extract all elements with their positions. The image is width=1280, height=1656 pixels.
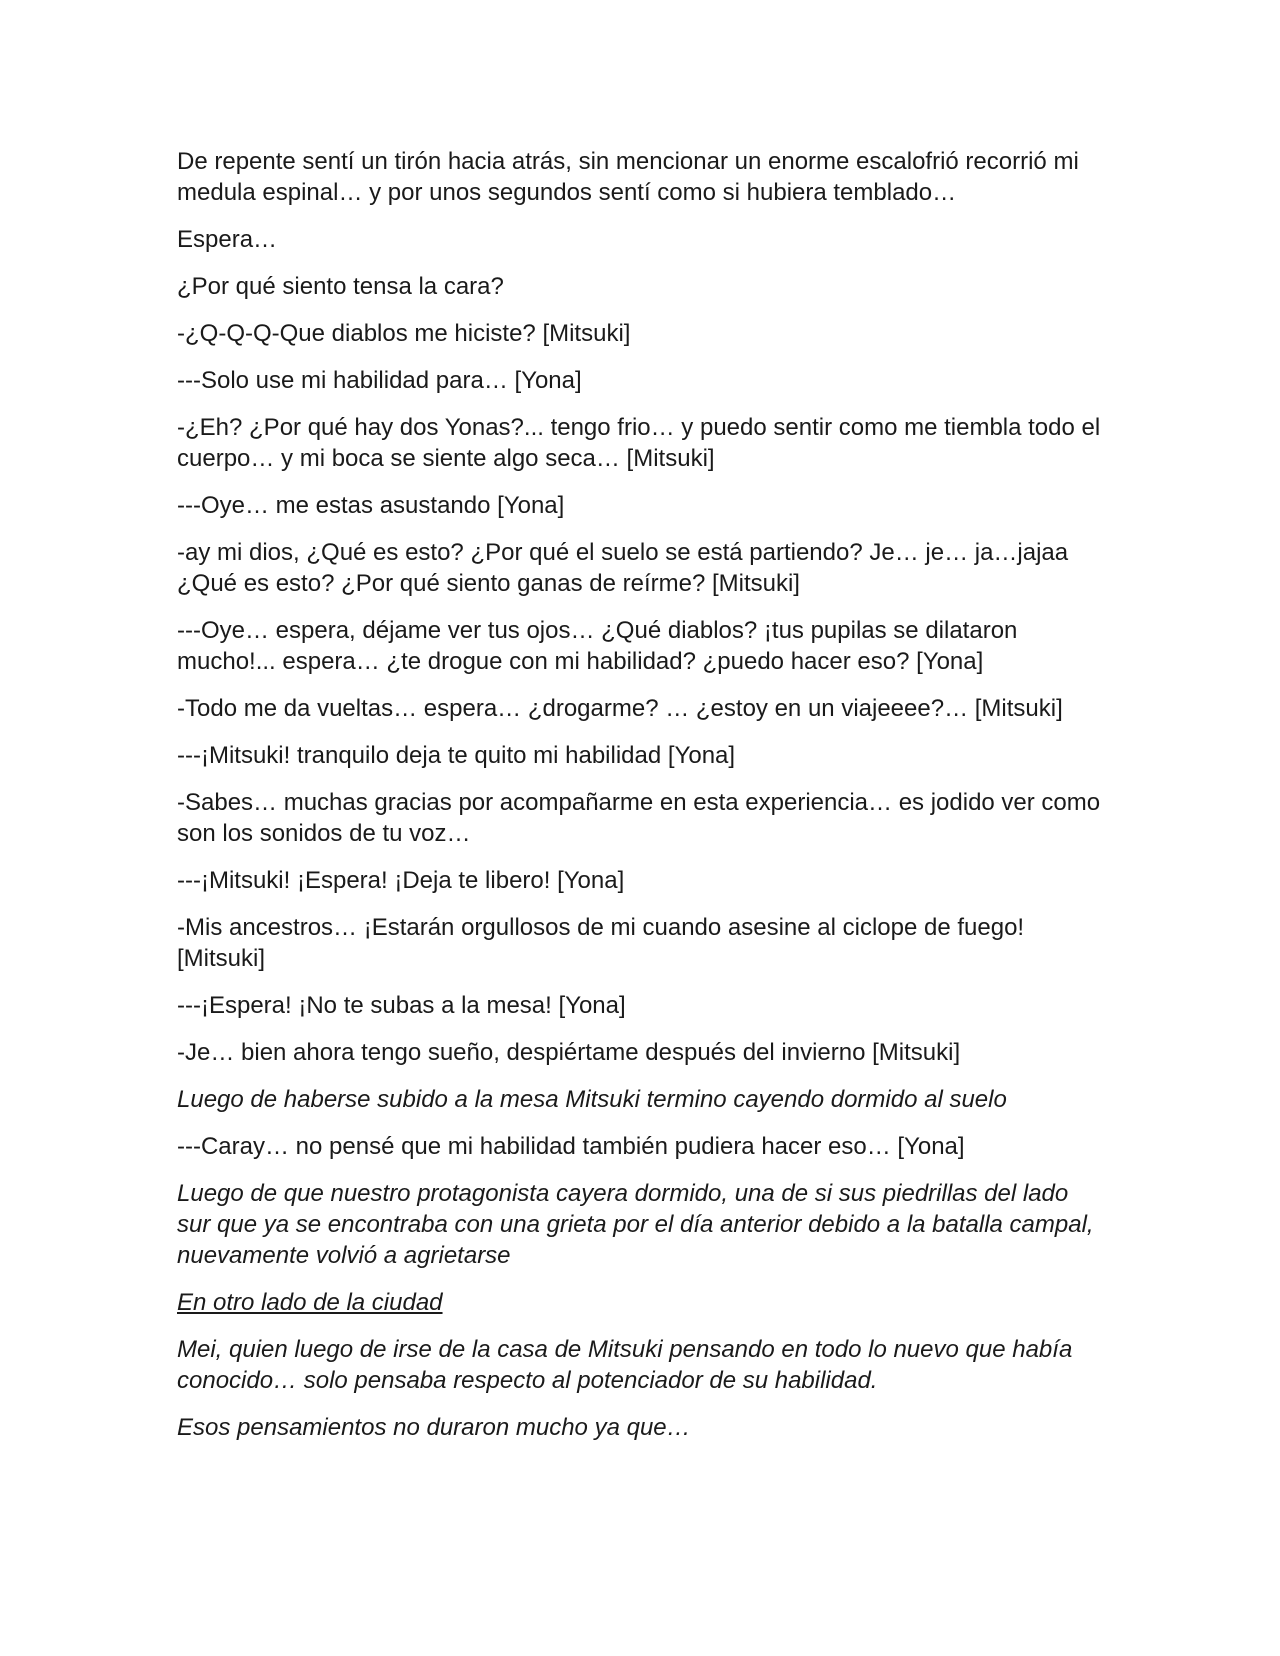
paragraph-dialogue: ---Oye… me estas asustando [Yona] bbox=[177, 492, 565, 519]
paragraph-narration-italic: Luego de que nuestro protagonista cayera dormido, una de si sus piedrillas del lado sur que ya se encontraba con una grieta por el día anterior debido a la batalla campal, nuevamente volvió a agrietarse bbox=[177, 1180, 1094, 1269]
paragraph-dialogue: -Sabes… muchas gracias por acompañarme en esta experiencia… es jodido ver como son los sonidos de tu voz… bbox=[177, 789, 1101, 847]
paragraph-dialogue: -Je… bien ahora tengo sueño, despiértame después del invierno [Mitsuki] bbox=[177, 1039, 961, 1066]
page-body bbox=[177, 146, 1107, 1459]
paragraph-dialogue: -¿Eh? ¿Por qué hay dos Yonas?... tengo frio… y puedo sentir como me tiembla todo el cuerpo… y mi boca se siente algo seca… [Mitsuki] bbox=[177, 414, 1101, 472]
paragraph-dialogue: ---¡Espera! ¡No te subas a la mesa! [Yona] bbox=[177, 992, 626, 1019]
paragraph-dialogue: ---Solo use mi habilidad para… [Yona] bbox=[177, 367, 582, 394]
scene-heading: En otro lado de la ciudad bbox=[177, 1289, 443, 1316]
paragraph-narration: ¿Por qué siento tensa la cara? bbox=[177, 273, 504, 300]
paragraph-narration: De repente sentí un tirón hacia atrás, sin mencionar un enorme escalofrió recorrió mi medula espinal… y por unos segundos sentí como si hubiera temblado… bbox=[177, 148, 1079, 206]
paragraph-dialogue: -ay mi dios, ¿Qué es esto? ¿Por qué el suelo se está partiendo? Je… je… ja…jajaa ¿Qué es esto? ¿Por qué siento ganas de reírme? [Mitsuki] bbox=[177, 539, 1069, 597]
paragraph-dialogue: ---¡Mitsuki! ¡Espera! ¡Deja te libero! [Yona] bbox=[177, 867, 625, 894]
paragraph-dialogue: -Todo me da vueltas… espera… ¿drogarme? … ¿estoy en un viajeeee?… [Mitsuki] bbox=[177, 695, 1063, 722]
paragraph-narration-italic: Esos pensamientos no duraron mucho ya que… bbox=[177, 1414, 691, 1441]
paragraph-dialogue: -Mis ancestros… ¡Estarán orgullosos de mi cuando asesine al ciclope de fuego! [Mitsuki] bbox=[177, 914, 1025, 972]
paragraph-narration: Espera… bbox=[177, 226, 278, 253]
paragraph-dialogue: ---Caray… no pensé que mi habilidad también pudiera hacer eso… [Yona] bbox=[177, 1133, 965, 1160]
paragraph-narration-italic: Mei, quien luego de irse de la casa de Mitsuki pensando en todo lo nuevo que había conocido… solo pensaba respecto al potenciador de su habilidad. bbox=[177, 1336, 1073, 1394]
paragraph-narration-italic: Luego de haberse subido a la mesa Mitsuki termino cayendo dormido al suelo bbox=[177, 1086, 1007, 1113]
paragraph-dialogue: ---Oye… espera, déjame ver tus ojos… ¿Qué diablos? ¡tus pupilas se dilataron mucho!... espera… ¿te drogue con mi habilidad? ¿puedo hacer eso? [Yona] bbox=[177, 617, 1018, 675]
paragraph-dialogue: -¿Q-Q-Q-Que diablos me hiciste? [Mitsuki] bbox=[177, 320, 631, 347]
paragraph-dialogue: ---¡Mitsuki! tranquilo deja te quito mi habilidad [Yona] bbox=[177, 742, 736, 769]
